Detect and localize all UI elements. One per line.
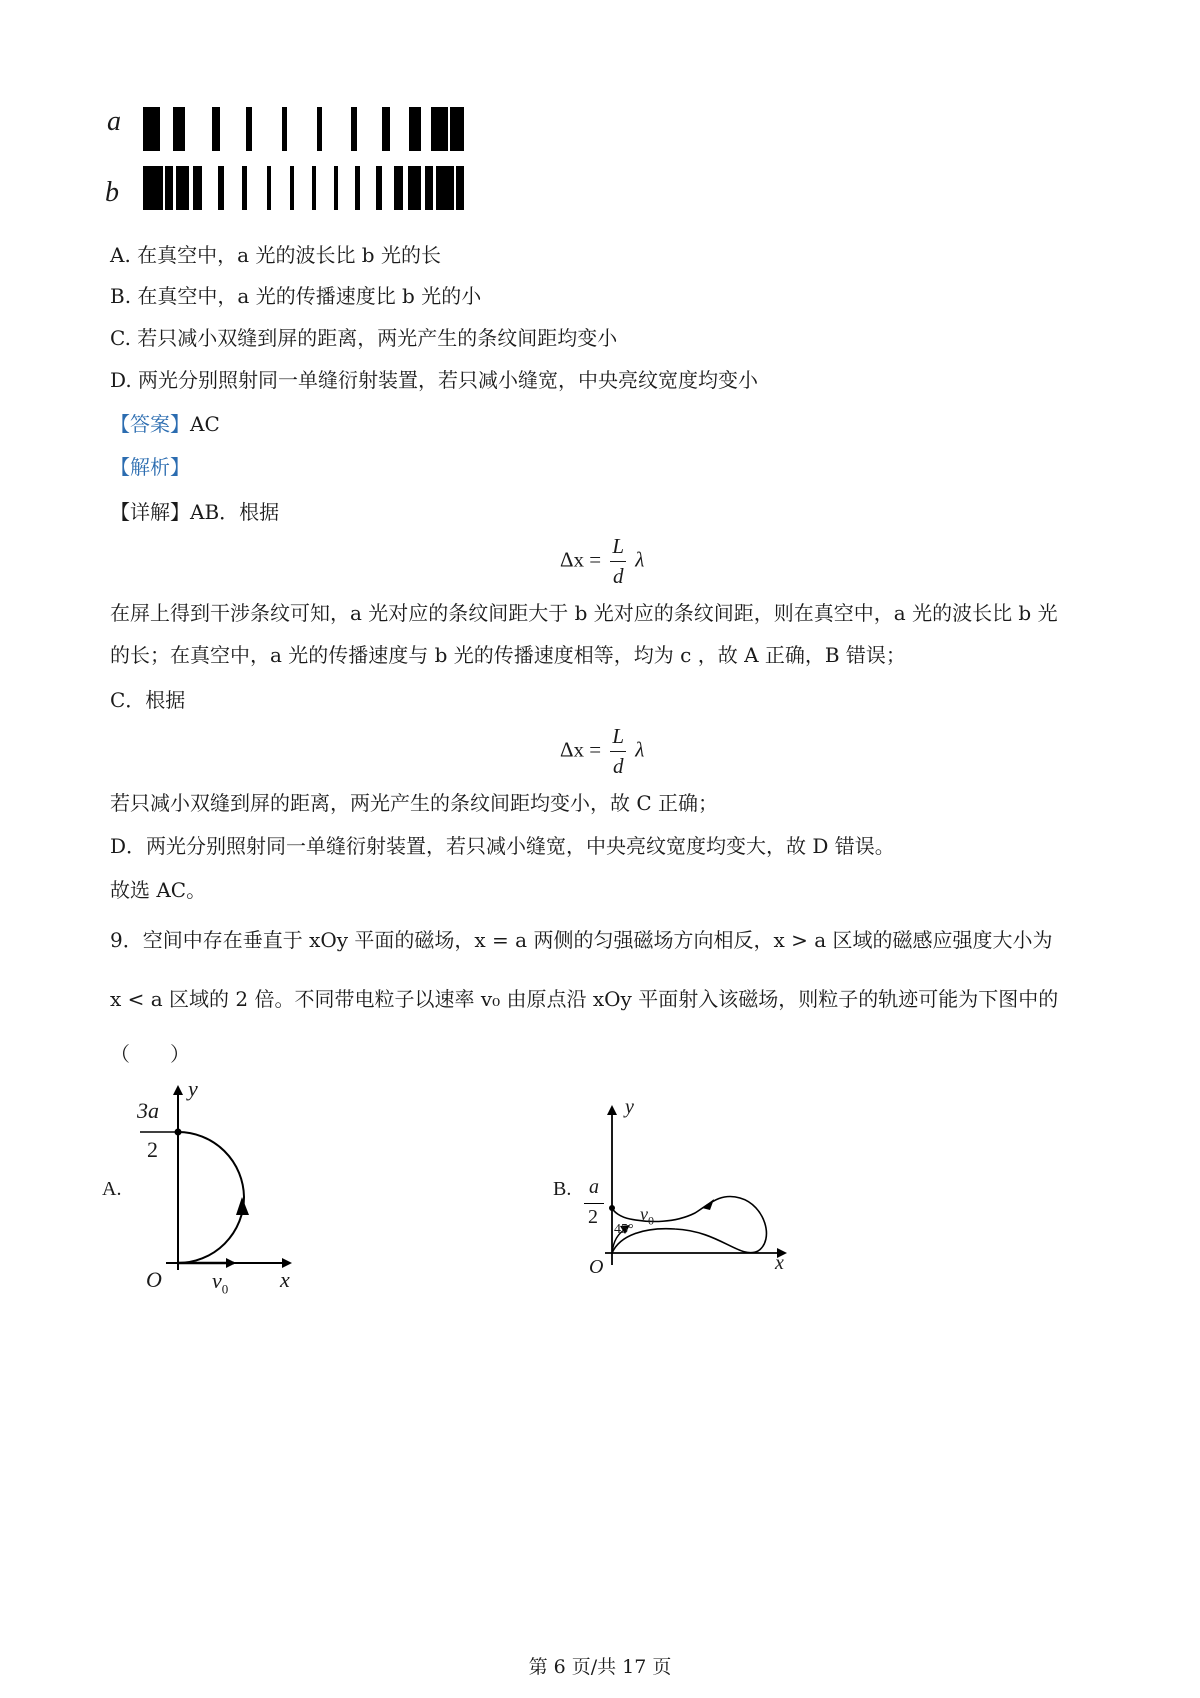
option-a: A. 在真空中，a 光的波长比 b 光的长 [110, 243, 441, 267]
figure-b-frac-den: 2 [588, 1206, 598, 1228]
formula-rhs: λ [635, 547, 645, 572]
option-b: B. 在真空中，a 光的传播速度比 b 光的小 [110, 284, 482, 308]
stripe-label-a: a [107, 106, 121, 137]
detail-para1-line1: 在屏上得到干涉条纹可知，a 光对应的条纹间距大于 b 光对应的条纹间距，则在真空中，a 光的波长比 b 光 [110, 601, 1058, 625]
answer-value: AC [190, 412, 220, 436]
figure-b-origin: O [589, 1256, 604, 1278]
option-d: D. 两光分别照射同一单缝衍射装置，若只减小缝宽，中央亮纹宽度均变小 [110, 368, 759, 392]
figure-a-origin: O [146, 1267, 162, 1292]
answer-line [110, 410, 220, 438]
detail-intro: 【详解】AB．根据 [110, 500, 280, 524]
figure-a-frac-den: 2 [147, 1137, 158, 1162]
figure-a-y-label: y [188, 1076, 198, 1101]
formula-2 [560, 724, 644, 779]
interference-pattern-b [140, 166, 470, 210]
detail-para1-line2: 的长；在真空中，a 光的传播速度与 b 光的传播速度相等，均为 c ，故 A 正确，B 错误； [110, 643, 906, 667]
figure-b-y-label: y [625, 1096, 634, 1118]
page-footer: 第 6 页/共 17 页 [528, 1656, 672, 1678]
formula-num: L [610, 534, 626, 562]
formula-den: d [612, 754, 624, 778]
formula-fraction [610, 724, 626, 779]
figure-a-velocity [212, 1268, 228, 1297]
formula-1 [560, 534, 644, 589]
formula-den: d [612, 564, 624, 588]
formula-fraction [610, 534, 626, 589]
figure-b-v: v [640, 1204, 648, 1224]
detail-conclusion: 故选 AC。 [110, 878, 207, 902]
figure-a-x-label: x [280, 1267, 290, 1292]
question-9-bracket: （ ） [110, 1042, 190, 1066]
figure-b-frac-num: a [589, 1176, 599, 1198]
figure-b-frac-bar [584, 1203, 604, 1204]
answer-tag: 【答案】 [110, 412, 190, 436]
figure-b-v-sub: 0 [648, 1213, 654, 1228]
question-9-line1: 9．空间中存在垂直于 xOy 平面的磁场，x = a 两侧的匀强磁场方向相反，x > a 区域的磁感应强度大小为 [110, 928, 1053, 952]
option-c: C. 若只减小双缝到屏的距离，两光产生的条纹间距均变小 [110, 326, 618, 350]
stripe-label-b: b [105, 177, 119, 208]
question-9-line2: x < a 区域的 2 倍。不同带电粒子以速率 v₀ 由原点沿 xOy 平面射入该磁场，则粒子的轨迹可能为下图中的 [110, 987, 1059, 1011]
analysis-tag: 【解析】 [110, 455, 190, 479]
figure-a-frac-num: 3a [137, 1098, 159, 1123]
figure-a-option: A. [102, 1178, 122, 1200]
interference-pattern-a [140, 107, 470, 151]
detail-c-text: 若只减小双缝到屏的距离，两光产生的条纹间距均变小，故 C 正确； [110, 791, 719, 815]
figure-a-v-sub: 0 [221, 1281, 229, 1297]
formula-rhs: λ [635, 737, 645, 762]
formula-num: L [610, 724, 626, 752]
detail-d-text: D．两光分别照射同一单缝衍射装置，若只减小缝宽，中央亮纹宽度均变大，故 D 错误。 [110, 834, 895, 858]
detail-c-intro: C．根据 [110, 688, 186, 712]
formula-lhs: Δx = [560, 737, 602, 762]
figure-b-velocity [640, 1204, 654, 1229]
figure-a-v: v [212, 1268, 222, 1293]
figure-b-diagram [580, 1095, 800, 1280]
figure-b-x-label: x [775, 1252, 784, 1274]
formula-lhs: Δx = [560, 547, 602, 572]
figure-b-angle: 45° [614, 1222, 634, 1237]
figure-b-option: B. [553, 1178, 572, 1200]
